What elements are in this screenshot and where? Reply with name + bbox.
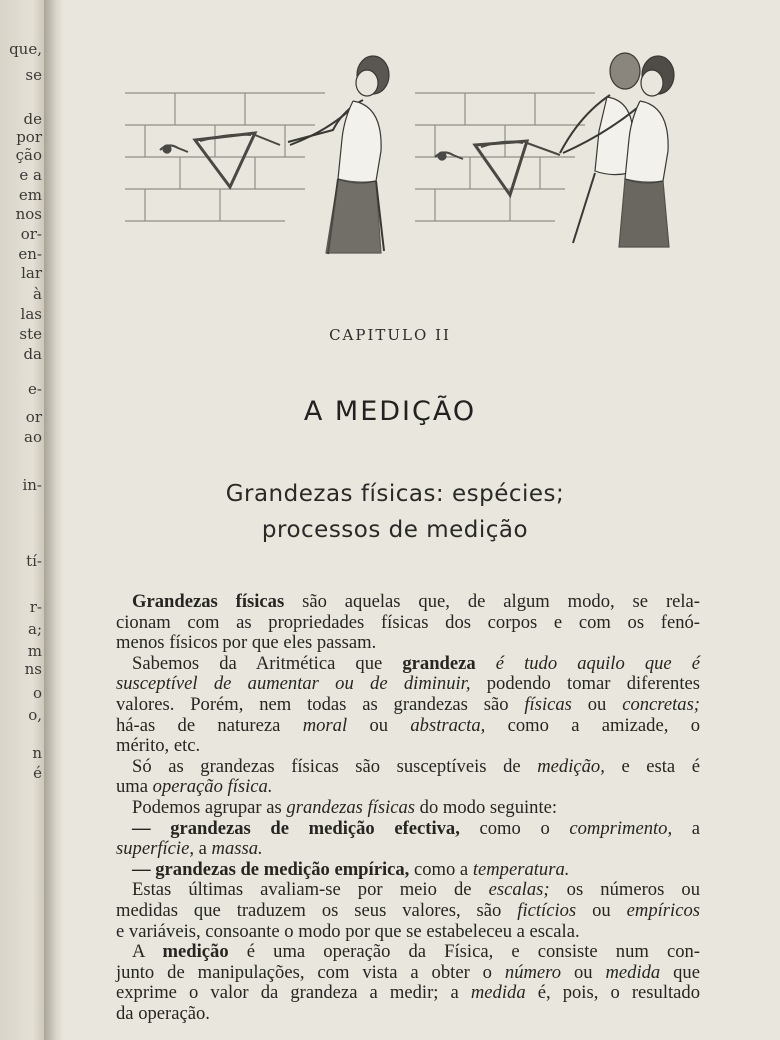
text-run: junto de manipulações, com vista a obter o [116, 961, 505, 983]
margin-fragment: a; [28, 620, 42, 638]
italic-run: empíricos [626, 899, 700, 921]
text-run: como a [409, 858, 473, 880]
text-run: há-as de natureza [116, 714, 303, 736]
text-run: medidas que traduzem os seus valores, são [116, 899, 518, 921]
left-scene [125, 56, 389, 254]
person-left [288, 56, 389, 254]
margin-fragment: n [32, 744, 42, 762]
margin-fragment: tí- [26, 552, 42, 570]
italic-run: grandezas físicas [286, 796, 416, 818]
italic-run: temperatura. [472, 858, 570, 880]
text-run: Estas últimas avaliam-se por meio de [132, 879, 489, 901]
text-run: Sabemos da Aritmética que [132, 652, 403, 674]
paragraph-line: e variáveis, consoante o modo por que se estabeleceu a escala. [116, 920, 580, 942]
text-run: é uma operação da Física, e consiste num con- [228, 941, 700, 963]
italic-run: concretas; [622, 693, 700, 715]
chapter-label: CAPITULO II [329, 326, 451, 344]
text-run: do modo seguinte: [415, 796, 558, 818]
paragraph-line: mérito, etc. [116, 735, 201, 757]
text-run: ou [576, 899, 627, 921]
margin-fragment: o [32, 684, 42, 702]
chapter-title: A MEDIÇÃO [303, 396, 477, 427]
paragraph-line [116, 839, 700, 860]
bold-term: grandeza [402, 652, 476, 674]
text-run: Só as grandezas físicas são susceptíveis de [132, 755, 538, 777]
italic-run: número [504, 961, 562, 983]
bold-term: — grandezas de medição empírica, [132, 858, 410, 880]
margin-fragment: de [23, 110, 42, 128]
bold-term: Grandezas físicas [132, 591, 285, 612]
italic-run: é tudo aquilo que é [475, 652, 701, 674]
margin-fragment: ns [24, 660, 42, 678]
text-run: a [672, 817, 700, 839]
paragraph-line: cionam com as propriedades físicas dos corpos e com os fenó- [116, 611, 700, 633]
text-run: como a amizade, o [485, 714, 700, 736]
italic-run: susceptível de aumentar ou de diminuir, [116, 673, 471, 695]
dynamometer-illustration [115, 45, 715, 255]
paragraph-line [116, 942, 700, 963]
right-scene [415, 53, 674, 247]
paragraph-line [116, 695, 700, 716]
body-text [116, 592, 700, 1024]
brick-wall-left [125, 93, 325, 221]
paragraph-line [116, 901, 700, 922]
margin-fragment: ao [24, 428, 42, 446]
margin-fragment: r- [29, 598, 42, 616]
paragraph-line [116, 674, 700, 695]
italic-run: escalas; [488, 879, 550, 901]
text-run: Podemos agrupar as [132, 796, 287, 818]
paragraph-line [116, 757, 700, 778]
margin-fragment: ção [15, 146, 42, 164]
paragraph-line [116, 592, 700, 613]
text-run: ou [347, 714, 411, 736]
paragraph-line [116, 880, 700, 901]
text-run: como o [459, 817, 570, 839]
margin-fragment: e- [28, 380, 42, 398]
paragraph-line: menos físicos por que eles passam. [116, 632, 377, 654]
section-title-line: Grandezas físicas: espécies; [225, 481, 565, 507]
margin-fragment: lar [21, 264, 42, 282]
italic-run: massa. [211, 838, 263, 860]
section-title-line: processos de medição [261, 517, 529, 543]
paragraph-line [116, 963, 700, 984]
bold-term: — grandezas de medição efectiva, [132, 817, 460, 839]
margin-fragment: se [25, 66, 42, 84]
paragraph-line [116, 654, 700, 675]
paragraph-line [116, 716, 700, 737]
margin-fragment: las [20, 305, 42, 323]
text-run: a [193, 838, 212, 860]
text-run: exprime o valor da grandeza a medir; a [116, 982, 471, 1004]
margin-fragment: ste [19, 325, 42, 343]
facing-page-strip [0, 0, 46, 1040]
italic-run: operação física. [152, 776, 273, 798]
text-run: ou [571, 693, 623, 715]
margin-fragment: à [33, 285, 42, 303]
margin-fragment: en- [18, 245, 42, 263]
paragraph-line [116, 983, 700, 1004]
paragraph-line [116, 798, 700, 819]
text-run: A [132, 941, 163, 963]
text-run: os números ou [549, 879, 700, 901]
text-run: que [660, 961, 700, 983]
section-title [150, 476, 640, 548]
italic-run: abstracta, [410, 714, 486, 736]
italic-run: medição, [537, 755, 605, 777]
margin-fragment: é [33, 764, 42, 782]
italic-run: físicas [524, 693, 572, 715]
paragraph-line [116, 819, 700, 840]
text-run: ou [561, 961, 606, 983]
margin-fragment: e a [19, 166, 42, 184]
margin-fragment: in- [22, 476, 42, 494]
text-run: é, pois, o resultado [525, 982, 701, 1004]
margin-fragment: or- [20, 225, 42, 243]
italic-run: fictícios [517, 899, 577, 921]
margin-fragment: em [18, 186, 42, 204]
text-run: são aquelas que, de algum modo, se rela- [284, 591, 700, 612]
text-run: valores. Porém, nem todas as grandezas são [116, 693, 525, 715]
text-run: podendo tomar diferentes [470, 673, 700, 695]
paragraph-line [116, 860, 700, 881]
italic-run: moral [302, 714, 348, 736]
italic-run: superfície, [116, 838, 194, 860]
margin-fragment: or [25, 408, 42, 426]
paragraph-line [116, 777, 700, 798]
margin-fragment: que, [9, 40, 42, 58]
margin-fragment: o, [28, 706, 42, 724]
margin-fragment: por [16, 128, 42, 146]
book-gutter [44, 0, 64, 1040]
margin-fragment: m [27, 642, 42, 660]
bold-term: medição [162, 941, 229, 963]
margin-fragment: da [23, 345, 42, 363]
margin-fragment: nos [15, 205, 42, 223]
italic-run: medida [470, 982, 526, 1004]
paragraph-line: da operação. [116, 1002, 210, 1024]
text-run: e esta é [604, 755, 701, 777]
italic-run: medida [605, 961, 661, 983]
italic-run: comprimento, [569, 817, 673, 839]
text-run: uma [116, 776, 153, 798]
